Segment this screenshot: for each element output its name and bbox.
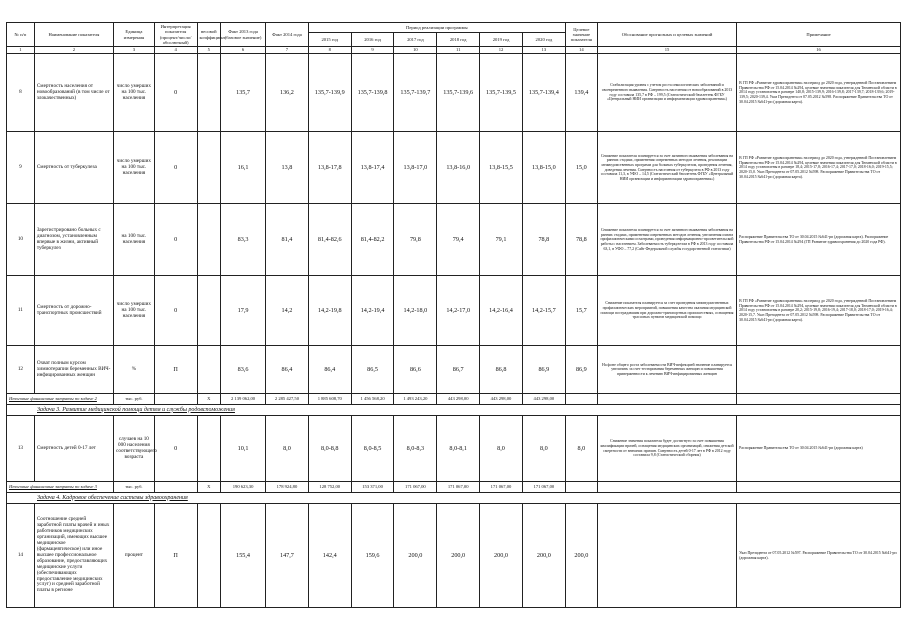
row-name: Зарегистрировано больных с диагнозом, установленным впервые в жизни, активный туберкулез bbox=[34, 204, 113, 276]
table-row bbox=[7, 276, 901, 346]
row-name: Смертность от туберкулеза bbox=[34, 132, 113, 204]
finance-unit: тыс. руб. bbox=[114, 482, 155, 493]
finance-year: 153 371,00 bbox=[351, 482, 394, 493]
col-num: 10 bbox=[394, 47, 437, 54]
row-name: Соотношение средней заработной платы врачей и иных работников медицинских организаций, имеющих высшее медицинское (фармацевтическое) или иное высшее профессиональное образование, предоставляющих медицинские услуги (обеспечивающих предоставление медицинских услуг) и средней заработной платы в регионе bbox=[34, 504, 113, 608]
row-target: 15,0 bbox=[565, 132, 597, 204]
table-row bbox=[7, 346, 901, 394]
finance-row bbox=[7, 482, 901, 493]
row-method: 0 bbox=[154, 54, 197, 132]
section-title: Задача 4. Кадровое обеспечение системы здравоохранения bbox=[7, 493, 901, 504]
finance-year: 171 067,00 bbox=[394, 482, 437, 493]
row-unit: процент bbox=[114, 504, 155, 608]
header-year: 2019 год bbox=[480, 33, 523, 47]
row-justification: Снижение показателя планируется за счет активного выявления заболевания на ранних стадиях, применения современных методов лечения, реализации межведомственных программ для больных туберкулезом, проведения лечения, доведения лечения. Смертность населения от туберкулеза в РФ в 2013 году составила 11,3, в УФО – 14,5 (Статистический бюллетень ФГБУ «Центральный НИИ организации и информатизации здравоохранения») bbox=[597, 132, 736, 204]
row-year-value: 135,7-139,8 bbox=[351, 54, 394, 132]
section-title: Задача 3. Развитие медицинской помощи детям и службы родовспоможения bbox=[7, 405, 901, 416]
row-year-value: 8,0 bbox=[480, 416, 523, 482]
row-method: П bbox=[154, 504, 197, 608]
row-year-value: 13,8-17,8 bbox=[308, 132, 351, 204]
col-num: 14 bbox=[565, 47, 597, 54]
row-no: 11 bbox=[7, 276, 35, 346]
table-row bbox=[7, 204, 901, 276]
row-year-value: 8,0 bbox=[522, 416, 565, 482]
row-weight bbox=[197, 204, 221, 276]
header-name: Наименование показателя bbox=[34, 23, 113, 47]
finance-mark: Х bbox=[197, 394, 221, 405]
header-method: Интерпретация показателя (процент/число/абсолютный) bbox=[154, 23, 197, 47]
row-year-value: 14,2-18,0 bbox=[394, 276, 437, 346]
table-row bbox=[7, 54, 901, 132]
row-method: 0 bbox=[154, 132, 197, 204]
row-year-value: 81,4-82,6 bbox=[308, 204, 351, 276]
finance-empty bbox=[737, 394, 901, 405]
row-note: Указ Президента от 07.05.2012 №597. Распоряжение Правительства ТО от 30.04.2015 №641-рп (дорожная карта). bbox=[737, 504, 901, 608]
row-year-value: 79,4 bbox=[437, 204, 480, 276]
col-num: 16 bbox=[737, 47, 901, 54]
header-year: 2016 год bbox=[351, 33, 394, 47]
finance-mark: Х bbox=[197, 482, 221, 493]
finance-empty bbox=[154, 394, 197, 405]
header-fact-2014: Факт 2014 года bbox=[266, 23, 309, 47]
col-num: 1 bbox=[7, 47, 35, 54]
row-year-value: 200,0 bbox=[437, 504, 480, 608]
row-year-value: 86,5 bbox=[351, 346, 394, 394]
row-year-value: 86,9 bbox=[522, 346, 565, 394]
header-year: 2015 год bbox=[308, 33, 351, 47]
row-year-value: 14,2-16,4 bbox=[480, 276, 523, 346]
row-fact-2013: 155,4 bbox=[221, 504, 266, 608]
row-no: 14 bbox=[7, 504, 35, 608]
row-fact-2013: 17,9 bbox=[221, 276, 266, 346]
finance-year: 443 298,00 bbox=[437, 394, 480, 405]
row-weight bbox=[197, 416, 221, 482]
row-year-value: 13,8-15,0 bbox=[522, 132, 565, 204]
row-name: Смертность населения от новообразований (в том числе от злокачественных) bbox=[34, 54, 113, 132]
finance-label: Итоговые финансовые затраты по задаче 2 bbox=[7, 394, 114, 405]
finance-empty bbox=[565, 394, 597, 405]
header-note: Примечание bbox=[737, 23, 901, 47]
row-no: 12 bbox=[7, 346, 35, 394]
row-note: В ГП РФ «Развитие здравоохранения» на период до 2020 года, утвержденной Постановлением Правительства РФ от 15.04.2014 №294, целевые значения показателя для Тюменской области в 2014 году установлены в размере 18,4; 2015-17,8; 2016-17,4; 2017-17,0; 2018-16,0; 2019-15,5; 2020-15,0. Указ Президента от 07.05.2012 №598. Распоряжение Правительства ТО от 30.04.2015 №641-рп (дорожная карта). bbox=[737, 132, 901, 204]
row-name: Смертность детей 0-17 лет bbox=[34, 416, 113, 482]
finance-year: 171 067,00 bbox=[522, 482, 565, 493]
finance-label: Итоговые финансовые затраты по задаче 3 bbox=[7, 482, 114, 493]
row-year-value: 13,8-17,0 bbox=[394, 132, 437, 204]
row-note bbox=[737, 346, 901, 394]
finance-year: 443 298,00 bbox=[480, 394, 523, 405]
col-num: 6 bbox=[221, 47, 266, 54]
row-year-value: 13,8-15,5 bbox=[480, 132, 523, 204]
row-fact-2013: 83,6 bbox=[221, 346, 266, 394]
row-unit: на 100 тыс. населения bbox=[114, 204, 155, 276]
table-row bbox=[7, 504, 901, 608]
row-justification: На фоне общего роста заболеваемости ВИЧ-инфекцией значение планируется увеличить за счет тестирования беременных женщин и повышения приверженности к лечению ВИЧ-инфицированных женщин bbox=[597, 346, 736, 394]
table-row bbox=[7, 416, 901, 482]
row-year-value: 79,1 bbox=[480, 204, 523, 276]
row-year-value: 86,8 bbox=[480, 346, 523, 394]
row-year-value: 200,0 bbox=[480, 504, 523, 608]
row-year-value: 14,2-19,4 bbox=[351, 276, 394, 346]
row-year-value: 86,7 bbox=[437, 346, 480, 394]
row-fact-2013: 10,1 bbox=[221, 416, 266, 482]
finance-2013: 2 139 062,00 bbox=[221, 394, 266, 405]
col-num: 2 bbox=[34, 47, 113, 54]
row-fact-2013: 83,3 bbox=[221, 204, 266, 276]
row-target: 86,9 bbox=[565, 346, 597, 394]
finance-2014: 178 924,80 bbox=[266, 482, 309, 493]
row-weight bbox=[197, 54, 221, 132]
header-fact-2013: Факт 2013 года (базовое значение) bbox=[221, 23, 266, 47]
row-note: Распоряжение Правительства ТО от 30.04.2015 №641-рп (дорожная карта). Распоряжение Правительства РФ от 15.04.2014 №294 (ГП Развитие здравоохранения до 2020 года РФ). bbox=[737, 204, 901, 276]
col-num: 7 bbox=[266, 47, 309, 54]
row-year-value: 14,2-15,7 bbox=[522, 276, 565, 346]
indicator-table bbox=[6, 22, 901, 608]
row-unit: число умерших на 100 тыс. населения bbox=[114, 132, 155, 204]
row-year-value: 13,8-16,0 bbox=[437, 132, 480, 204]
header-justification: Обоснование прогнозных и целевых значений bbox=[597, 23, 736, 47]
row-year-value: 14,2-19,8 bbox=[308, 276, 351, 346]
section-header bbox=[7, 493, 901, 504]
row-year-value: 135,7-139,7 bbox=[394, 54, 437, 132]
row-method: П bbox=[154, 346, 197, 394]
finance-year: 443 298,00 bbox=[522, 394, 565, 405]
col-num: 15 bbox=[597, 47, 736, 54]
finance-unit: тыс. руб. bbox=[114, 394, 155, 405]
finance-2013: 190 623,30 bbox=[221, 482, 266, 493]
finance-row bbox=[7, 394, 901, 405]
col-num: 12 bbox=[480, 47, 523, 54]
row-fact-2014: 13,8 bbox=[266, 132, 309, 204]
header-period: Период реализации программы bbox=[308, 23, 565, 33]
row-year-value: 135,7-139,4 bbox=[522, 54, 565, 132]
row-unit: случаев на 10 000 населения соответствующего возраста bbox=[114, 416, 155, 482]
row-method: 0 bbox=[154, 204, 197, 276]
header-year: 2017 год bbox=[394, 33, 437, 47]
row-justification: Снижение показателя планируется за счет проведения межведомственных профилактических мероприятий, повышения качества оказания медицинской помощи пострадавшим при дорожно-транспортных происшествиях, оснащения трассовых пунктов медицинской помощи bbox=[597, 276, 736, 346]
row-year-value: 81,4-82,2 bbox=[351, 204, 394, 276]
row-unit: число умерших на 100 тыс. населения bbox=[114, 276, 155, 346]
row-weight bbox=[197, 346, 221, 394]
col-num: 9 bbox=[351, 47, 394, 54]
finance-year: 171 067,00 bbox=[437, 482, 480, 493]
column-number-row bbox=[7, 47, 901, 54]
row-year-value: 86,6 bbox=[394, 346, 437, 394]
row-weight bbox=[197, 504, 221, 608]
row-justification: Снижение значения показателя будет достигнуто за счет повышения квалификации врачей, оснащения медицинских организаций, снижения детской смертности от внешних причин. Смертность детей 0-17 лет в РФ в 2012 году составила 9,8 (Статистический сборник) bbox=[597, 416, 736, 482]
row-name: Охват полным курсом химиотерапии беременных ВИЧ-инфицированных женщин bbox=[34, 346, 113, 394]
header-row-1 bbox=[7, 23, 901, 33]
row-year-value: 8,0-8,3 bbox=[394, 416, 437, 482]
col-num: 13 bbox=[522, 47, 565, 54]
row-fact-2014: 81,4 bbox=[266, 204, 309, 276]
row-year-value: 8,0-8,1 bbox=[437, 416, 480, 482]
finance-empty bbox=[154, 482, 197, 493]
header-year: 2020 год bbox=[522, 33, 565, 47]
finance-year: 1 493 243,20 bbox=[394, 394, 437, 405]
finance-year: 171 067,00 bbox=[480, 482, 523, 493]
row-target: 139,4 bbox=[565, 54, 597, 132]
row-fact-2013: 135,7 bbox=[221, 54, 266, 132]
row-year-value: 200,0 bbox=[522, 504, 565, 608]
row-weight bbox=[197, 276, 221, 346]
finance-year: 128 752,00 bbox=[308, 482, 351, 493]
row-note: Распоряжение Правительства ТО от 30.04.2015 №641-рп (дорожная карта) bbox=[737, 416, 901, 482]
finance-year: 1 456 568,20 bbox=[351, 394, 394, 405]
row-no: 13 bbox=[7, 416, 35, 482]
row-no: 10 bbox=[7, 204, 35, 276]
row-no: 8 bbox=[7, 54, 35, 132]
row-fact-2014: 136,2 bbox=[266, 54, 309, 132]
row-justification bbox=[597, 504, 736, 608]
finance-year: 1 885 608,70 bbox=[308, 394, 351, 405]
row-year-value: 135,7-139,6 bbox=[437, 54, 480, 132]
row-year-value: 78,8 bbox=[522, 204, 565, 276]
row-year-value: 200,0 bbox=[394, 504, 437, 608]
row-year-value: 13,8-17,4 bbox=[351, 132, 394, 204]
col-num: 8 bbox=[308, 47, 351, 54]
row-target: 78,8 bbox=[565, 204, 597, 276]
row-name: Смертность от дорожно-транспортных происшествий bbox=[34, 276, 113, 346]
row-target: 15,7 bbox=[565, 276, 597, 346]
finance-empty bbox=[565, 482, 597, 493]
row-year-value: 142,4 bbox=[308, 504, 351, 608]
row-method: 0 bbox=[154, 276, 197, 346]
col-num: 3 bbox=[114, 47, 155, 54]
finance-empty bbox=[597, 482, 736, 493]
row-justification: Снижение показателя планируется за счет активного выявления заболевания на ранних стадиях, применения современных методов лечения, увеличения охвата профилактическими осмотрами, проведения информационно-просветительской работы с населением. Заболеваемость туберкулезом в РФ в 2013 году составила 63,1, в УФО – 77,2 (Сайт Федеральной службы государственной статистики) bbox=[597, 204, 736, 276]
col-num: 5 bbox=[197, 47, 221, 54]
col-num: 11 bbox=[437, 47, 480, 54]
row-year-value: 86,4 bbox=[308, 346, 351, 394]
header-no: № п/п bbox=[7, 23, 35, 47]
section-header bbox=[7, 405, 901, 416]
row-target: 200,0 bbox=[565, 504, 597, 608]
row-unit: % bbox=[114, 346, 155, 394]
row-fact-2014: 8,0 bbox=[266, 416, 309, 482]
row-fact-2013: 16,1 bbox=[221, 132, 266, 204]
header-weight: весовой коэффициент bbox=[197, 23, 221, 47]
row-weight bbox=[197, 132, 221, 204]
row-fact-2014: 86,4 bbox=[266, 346, 309, 394]
row-justification: Стабилизация уровня с учетом роста онкологических заболеваний и своевременного выявления. Смертность населения от новообразований в 2013 году составила 135,7 в РФ – 199,5 (Статистический бюллетень ФГБУ «Центральный НИИ организации и информатизации здравоохранения») bbox=[597, 54, 736, 132]
row-year-value: 8,0-8,5 bbox=[351, 416, 394, 482]
row-fact-2014: 14,2 bbox=[266, 276, 309, 346]
finance-empty bbox=[737, 482, 901, 493]
row-year-value: 159,6 bbox=[351, 504, 394, 608]
row-method: 0 bbox=[154, 416, 197, 482]
finance-empty bbox=[597, 394, 736, 405]
row-fact-2014: 147,7 bbox=[266, 504, 309, 608]
row-note: В ГП РФ «Развитие здравоохранения» на период до 2020 года, утвержденной Постановлением Правительства РФ от 15.04.2014 №294, целевые значения показателя для Тюменской области в 2014 году установлены в размере 140,8; 2015-139,9; 2016-139,8; 2017-139,7; 2018-139,6; 2019-139,5; 2020-139,4. Указ Президента от 07.05.2012 №598. Распоряжение Правительства ТО от 30.04.2015 №641-рп (дорожная карта). bbox=[737, 54, 901, 132]
header-year: 2018 год bbox=[437, 33, 480, 47]
row-year-value: 135,7-139,5 bbox=[480, 54, 523, 132]
col-num: 4 bbox=[154, 47, 197, 54]
row-year-value: 79,8 bbox=[394, 204, 437, 276]
finance-2014: 2 285 427,50 bbox=[266, 394, 309, 405]
row-year-value: 14,2-17,0 bbox=[437, 276, 480, 346]
row-year-value: 8,0-8,8 bbox=[308, 416, 351, 482]
row-note: В ГП РФ «Развитие здравоохранения» на период до 2020 года, утвержденной Постановлением Правительства РФ от 15.04.2014 №294, целевые значения показателя для Тюменской области в 2014 году установлены в размере 20,2; 2015-19,8; 2016-19,4; 2017-18,0; 2018-17,0; 2019-16,4; 2020-15,7. Указ Президента от 07.05.2012 №598. Распоряжение Правительства ТО от 30.04.2015 №641-рп (дорожная карта). bbox=[737, 276, 901, 346]
row-year-value: 135,7-139,9 bbox=[308, 54, 351, 132]
table-row bbox=[7, 132, 901, 204]
row-target: 8,0 bbox=[565, 416, 597, 482]
header-target: Целевое значение показателя bbox=[565, 23, 597, 47]
header-unit: Единица измерения bbox=[114, 23, 155, 47]
row-no: 9 bbox=[7, 132, 35, 204]
row-unit: число умерших на 100 тыс. населения bbox=[114, 54, 155, 132]
